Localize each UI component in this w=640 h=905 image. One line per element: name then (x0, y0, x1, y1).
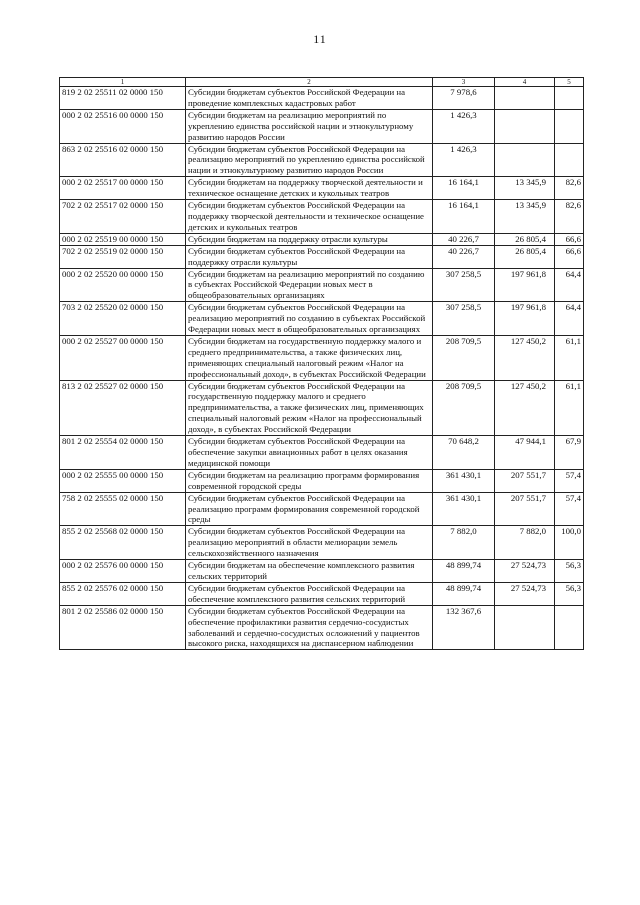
code-cell: 000 2 02 25555 00 0000 150 (60, 469, 186, 492)
table-body (60, 87, 584, 650)
percent-cell: 82,6 (555, 200, 584, 234)
header-row (60, 78, 584, 87)
percent-cell: 64,4 (555, 268, 584, 302)
budget-table (59, 77, 584, 650)
code-cell: 702 2 02 25519 02 0000 150 (60, 245, 186, 268)
fact-value-cell: 27 524,73 (495, 582, 555, 605)
plan-value-cell: 1 426,3 (433, 143, 495, 177)
percent-cell: 66,6 (555, 233, 584, 245)
fact-value-cell: 27 524,73 (495, 560, 555, 583)
code-cell: 000 2 02 25519 00 0000 150 (60, 233, 186, 245)
plan-value-cell: 70 648,2 (433, 436, 495, 470)
fact-value-cell: 207 551,7 (495, 492, 555, 526)
plan-value-cell: 40 226,7 (433, 233, 495, 245)
plan-value-cell: 208 709,5 (433, 335, 495, 380)
header-col-2: 2 (186, 78, 433, 87)
plan-value-cell: 361 430,1 (433, 492, 495, 526)
percent-cell: 56,3 (555, 560, 584, 583)
fact-value-cell (495, 143, 555, 177)
code-cell: 000 2 02 25576 00 0000 150 (60, 560, 186, 583)
code-cell: 702 2 02 25517 02 0000 150 (60, 200, 186, 234)
fact-value-cell: 13 345,9 (495, 177, 555, 200)
percent-cell: 66,6 (555, 245, 584, 268)
percent-cell: 56,3 (555, 582, 584, 605)
name-cell: Субсидии бюджетам на реализацию мероприятий по созданию в субъектах Российской Федерации новых мест в общеобразовательных организациях (186, 268, 433, 302)
table-row (60, 200, 584, 234)
percent-cell: 57,4 (555, 469, 584, 492)
name-cell: Субсидии бюджетам на поддержку отрасли культуры (186, 233, 433, 245)
name-cell: Субсидии бюджетам субъектов Российской Федерации на обеспечение профилактики развития сердечно-сосудистых заболеваний и сердечно-сосудистых осложнений у пациентов высокого риска, находящихся на диспансерном наблюдении (186, 605, 433, 650)
fact-value-cell: 197 961,8 (495, 302, 555, 336)
plan-value-cell: 16 164,1 (433, 200, 495, 234)
code-cell: 000 2 02 25527 00 0000 150 (60, 335, 186, 380)
plan-value-cell: 208 709,5 (433, 380, 495, 436)
name-cell: Субсидии бюджетам субъектов Российской Федерации на реализацию программ формирования современной городской среды (186, 492, 433, 526)
name-cell: Субсидии бюджетам субъектов Российской Федерации на реализацию мероприятий в области мелиорации земель сельскохозяйственного назначения (186, 526, 433, 560)
plan-value-cell: 7 882,0 (433, 526, 495, 560)
table-row (60, 302, 584, 336)
plan-value-cell: 48 899,74 (433, 560, 495, 583)
page-number: 11 (313, 32, 327, 46)
table-row (60, 582, 584, 605)
table-row (60, 469, 584, 492)
table-row (60, 526, 584, 560)
percent-cell (555, 109, 584, 143)
fact-value-cell (495, 605, 555, 650)
percent-cell: 82,6 (555, 177, 584, 200)
name-cell: Субсидии бюджетам субъектов Российской Федерации на обеспечение комплексного развития сельских территорий (186, 582, 433, 605)
table-row (60, 492, 584, 526)
table-row (60, 268, 584, 302)
header-col-1: 1 (60, 78, 186, 87)
code-cell: 855 2 02 25568 02 0000 150 (60, 526, 186, 560)
table-row (60, 143, 584, 177)
name-cell: Субсидии бюджетам субъектов Российской Федерации на обеспечение закупки авиационных работ в целях оказания медицинской помощи (186, 436, 433, 470)
fact-value-cell: 127 450,2 (495, 380, 555, 436)
name-cell: Субсидии бюджетам на обеспечение комплексного развития сельских территорий (186, 560, 433, 583)
table-row (60, 177, 584, 200)
name-cell: Субсидии бюджетам на реализацию мероприятий по укреплению единства российской нации и этнокультурному развитию народов России (186, 109, 433, 143)
fact-value-cell: 26 805,4 (495, 245, 555, 268)
fact-value-cell: 197 961,8 (495, 268, 555, 302)
code-cell: 000 2 02 25516 00 0000 150 (60, 109, 186, 143)
plan-value-cell: 16 164,1 (433, 177, 495, 200)
percent-cell: 100,0 (555, 526, 584, 560)
header-col-5: 5 (555, 78, 584, 87)
header-col-3: 3 (433, 78, 495, 87)
fact-value-cell: 127 450,2 (495, 335, 555, 380)
name-cell: Субсидии бюджетам субъектов Российской Федерации на поддержку творческой деятельности и техническое оснащение детских и кукольных театров (186, 200, 433, 234)
code-cell: 863 2 02 25516 02 0000 150 (60, 143, 186, 177)
code-cell: 813 2 02 25527 02 0000 150 (60, 380, 186, 436)
fact-value-cell (495, 87, 555, 110)
fact-value-cell: 7 882,0 (495, 526, 555, 560)
plan-value-cell: 307 258,5 (433, 268, 495, 302)
table-row (60, 605, 584, 650)
table-row (60, 380, 584, 436)
code-cell: 819 2 02 25511 02 0000 150 (60, 87, 186, 110)
fact-value-cell: 13 345,9 (495, 200, 555, 234)
plan-value-cell: 132 367,6 (433, 605, 495, 650)
plan-value-cell: 1 426,3 (433, 109, 495, 143)
code-cell: 000 2 02 25517 00 0000 150 (60, 177, 186, 200)
percent-cell: 67,9 (555, 436, 584, 470)
percent-cell (555, 143, 584, 177)
plan-value-cell: 307 258,5 (433, 302, 495, 336)
fact-value-cell: 207 551,7 (495, 469, 555, 492)
code-cell: 801 2 02 25554 02 0000 150 (60, 436, 186, 470)
percent-cell: 61,1 (555, 335, 584, 380)
code-cell: 703 2 02 25520 02 0000 150 (60, 302, 186, 336)
fact-value-cell: 47 944,1 (495, 436, 555, 470)
name-cell: Субсидии бюджетам субъектов Российской Федерации на реализацию мероприятий по укреплению единства российской нации и этнокультурному развитию народов России (186, 143, 433, 177)
table-row (60, 87, 584, 110)
percent-cell (555, 605, 584, 650)
fact-value-cell (495, 109, 555, 143)
plan-value-cell: 48 899,74 (433, 582, 495, 605)
table-row (60, 335, 584, 380)
name-cell: Субсидии бюджетам на реализацию программ формирования современной городской среды (186, 469, 433, 492)
code-cell: 758 2 02 25555 02 0000 150 (60, 492, 186, 526)
code-cell: 000 2 02 25520 00 0000 150 (60, 268, 186, 302)
name-cell: Субсидии бюджетам субъектов Российской Федерации на реализацию мероприятий по созданию в субъектах Российской Федерации новых мест в общеобразовательных организациях (186, 302, 433, 336)
fact-value-cell: 26 805,4 (495, 233, 555, 245)
percent-cell: 64,4 (555, 302, 584, 336)
header-col-4: 4 (495, 78, 555, 87)
table-row (60, 245, 584, 268)
table-row (60, 436, 584, 470)
name-cell: Субсидии бюджетам на поддержку творческой деятельности и техническое оснащение детских и кукольных театров (186, 177, 433, 200)
table-row (60, 233, 584, 245)
name-cell: Субсидии бюджетам субъектов Российской Федерации на государственную поддержку малого и среднего предпринимательства, а также физических лиц, применяющих специальный налоговый режим «Налог на профессиональный доход», в субъектах Российской Федерации (186, 380, 433, 436)
name-cell: Субсидии бюджетам на государственную поддержку малого и среднего предпринимательства, а также физических лиц, применяющих специальный налоговый режим «Налог на профессиональный доход», в субъектах Российской Федерации (186, 335, 433, 380)
table-header (60, 78, 584, 87)
plan-value-cell: 7 978,6 (433, 87, 495, 110)
percent-cell: 61,1 (555, 380, 584, 436)
table-row (60, 109, 584, 143)
plan-value-cell: 40 226,7 (433, 245, 495, 268)
plan-value-cell: 361 430,1 (433, 469, 495, 492)
table-row (60, 560, 584, 583)
name-cell: Субсидии бюджетам субъектов Российской Федерации на проведение комплексных кадастровых работ (186, 87, 433, 110)
code-cell: 855 2 02 25576 02 0000 150 (60, 582, 186, 605)
name-cell: Субсидии бюджетам субъектов Российской Федерации на поддержку отрасли культуры (186, 245, 433, 268)
code-cell: 801 2 02 25586 02 0000 150 (60, 605, 186, 650)
percent-cell: 57,4 (555, 492, 584, 526)
percent-cell (555, 87, 584, 110)
